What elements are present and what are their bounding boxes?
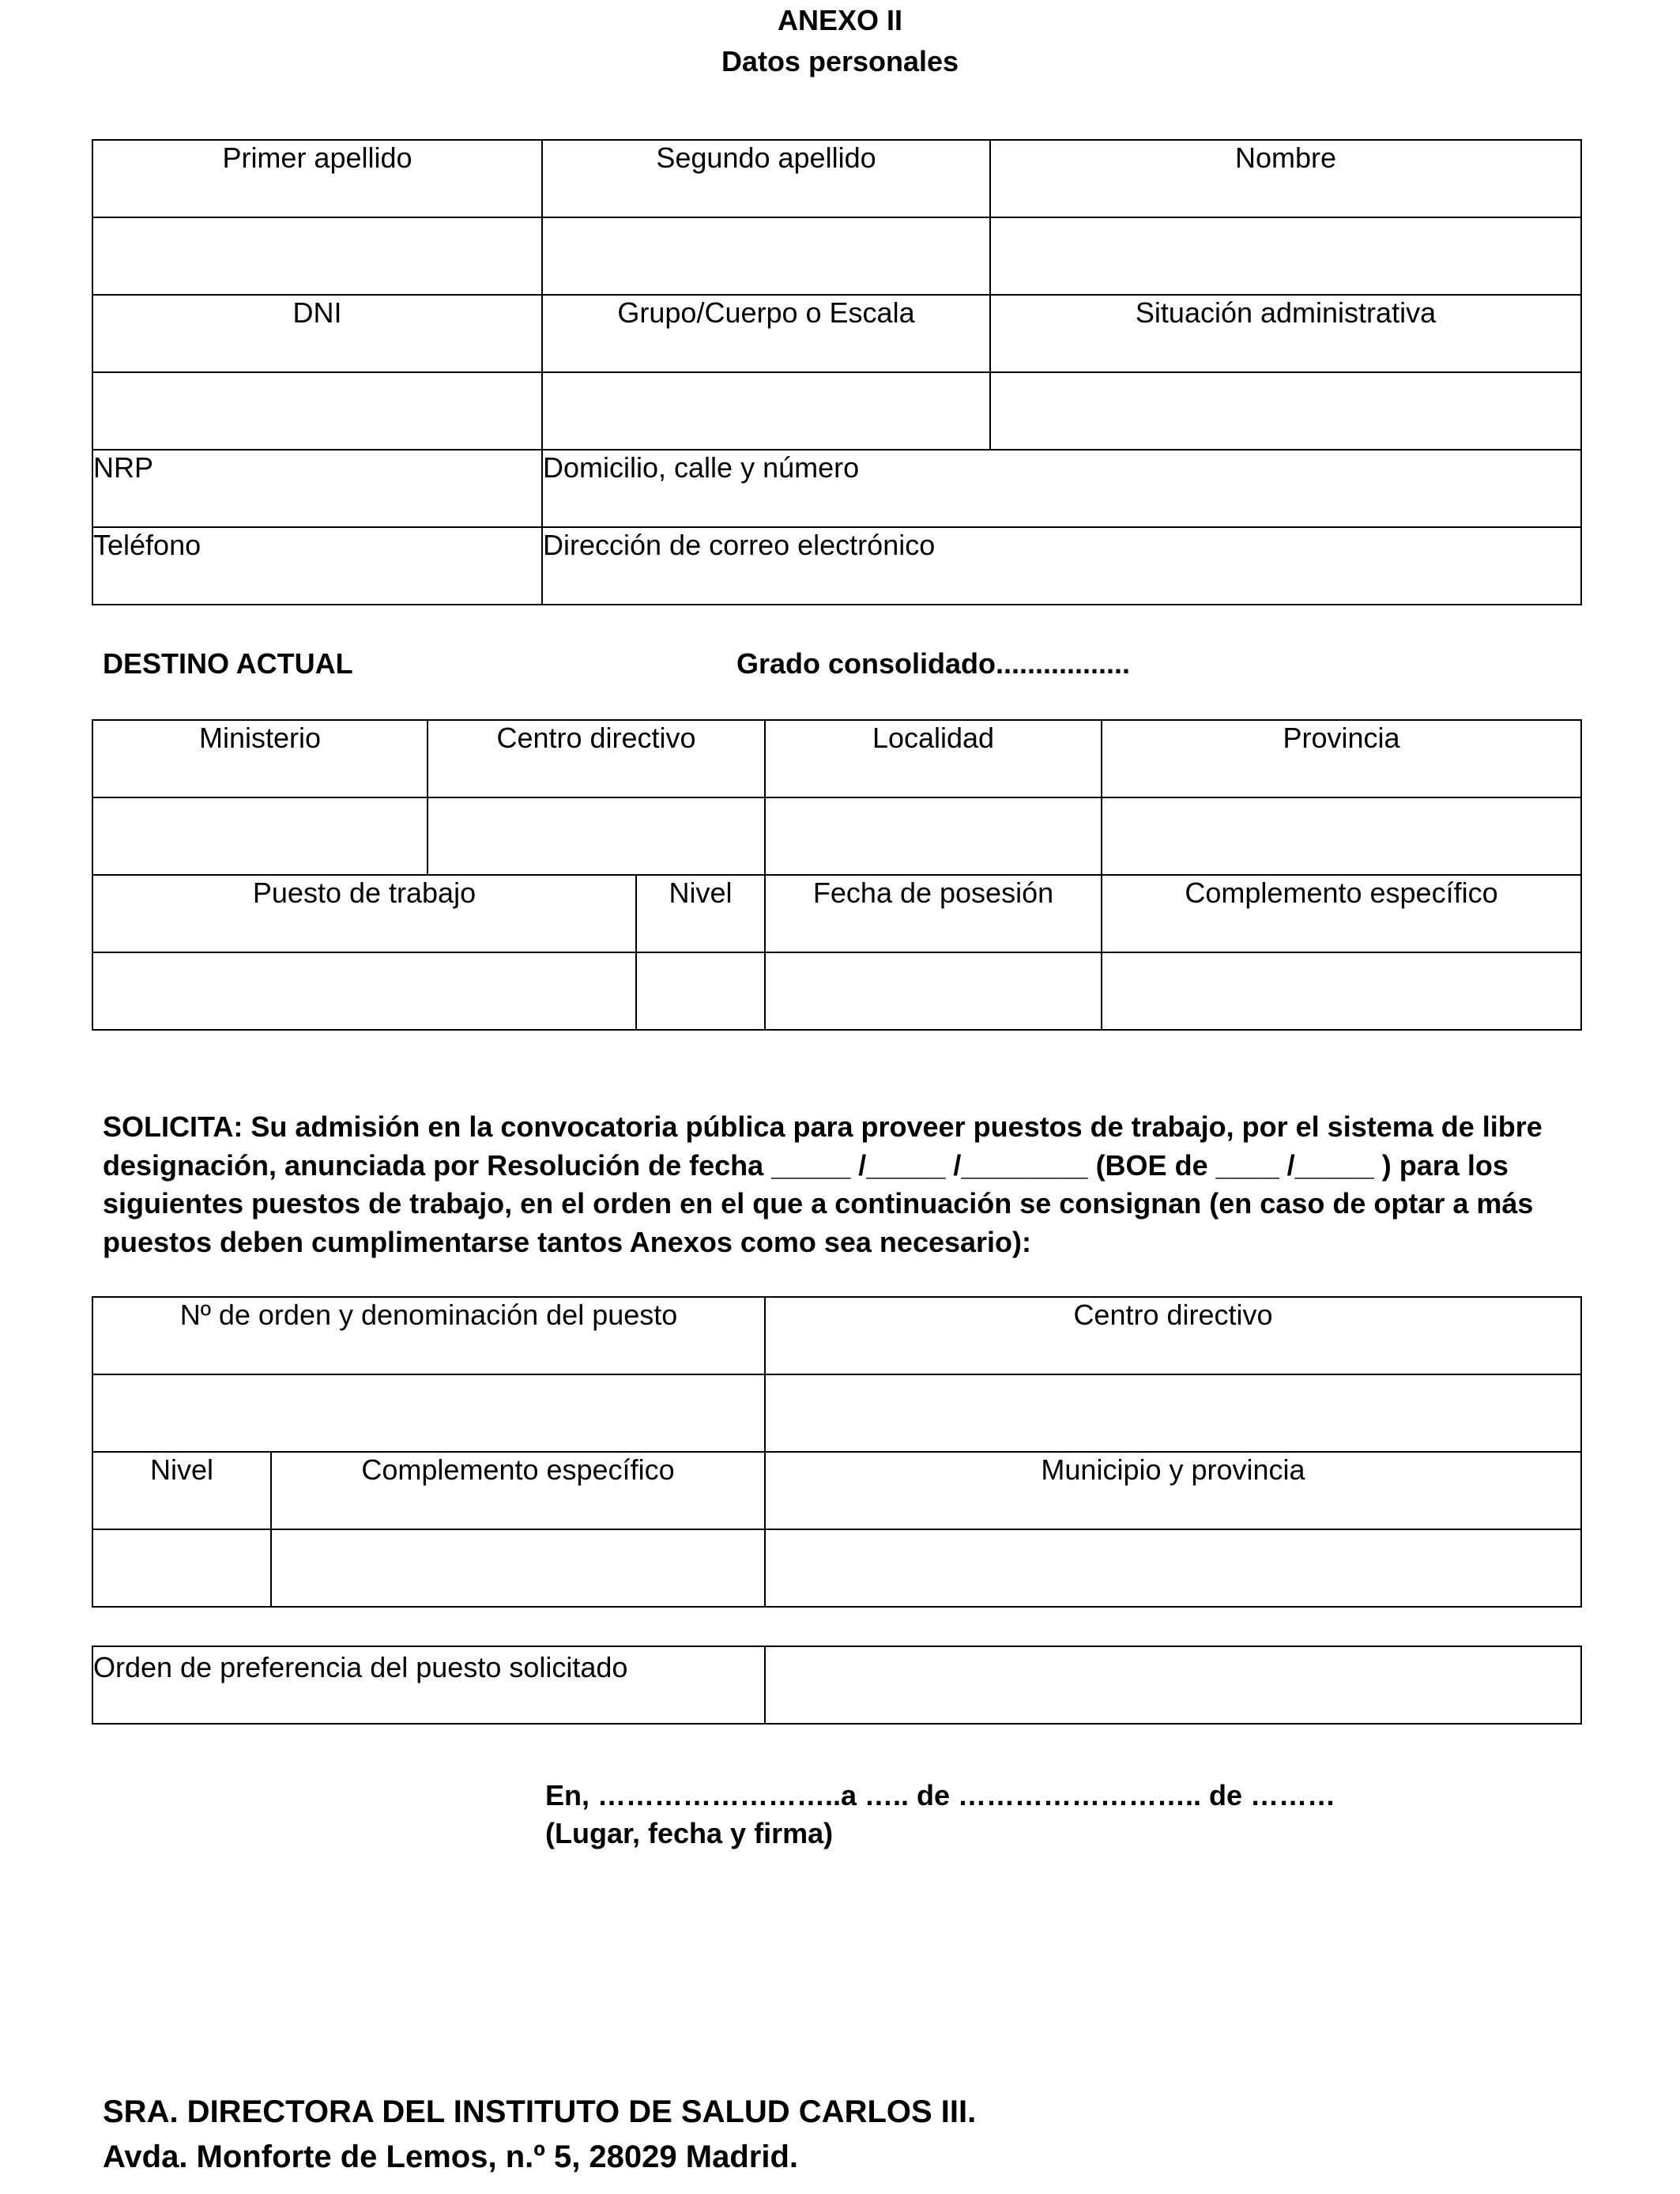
complemento-especifico-label: Complemento específico [1102, 875, 1581, 952]
nivel-puesto-field[interactable] [92, 1529, 271, 1607]
municipio-provincia-field[interactable] [765, 1529, 1581, 1607]
primer-apellido-label: Primer apellido [92, 140, 542, 217]
nivel-label: Nivel [636, 875, 765, 952]
segundo-apellido-label: Segundo apellido [542, 140, 990, 217]
email-field[interactable]: Dirección de correo electrónico [542, 527, 1581, 605]
nivel-puesto-label: Nivel [92, 1452, 271, 1529]
nivel-field[interactable] [636, 952, 765, 1030]
primer-apellido-field[interactable] [92, 217, 542, 295]
destino-table [92, 719, 1582, 1031]
signature-place-date: En, ……………………..a ….. de …………………….. de ……… [545, 1779, 1336, 1811]
preferencia-field[interactable] [765, 1646, 1581, 1724]
puesto-trabajo-field[interactable] [92, 952, 636, 1030]
segundo-apellido-field[interactable] [542, 217, 990, 295]
municipio-provincia-label: Municipio y provincia [765, 1452, 1581, 1529]
page-title: ANEXO II [777, 4, 903, 36]
situacion-administrativa-field[interactable] [990, 372, 1581, 450]
complemento-puesto-field[interactable] [271, 1529, 765, 1607]
situacion-administrativa-label: Situación administrativa [990, 295, 1581, 372]
centro-directivo-puesto-field[interactable] [765, 1374, 1581, 1452]
centro-directivo-field[interactable] [428, 797, 765, 875]
complemento-puesto-label: Complemento específico [271, 1452, 765, 1529]
signature-caption: (Lugar, fecha y firma) [545, 1817, 834, 1849]
grado-consolidado-label: Grado consolidado................. [736, 647, 1131, 680]
orden-denominacion-field[interactable] [92, 1374, 765, 1452]
nrp-field[interactable]: NRP [92, 450, 542, 527]
localidad-label: Localidad [765, 720, 1102, 797]
dni-field[interactable] [92, 372, 542, 450]
puestos-table [92, 1296, 1582, 1608]
provincia-field[interactable] [1102, 797, 1581, 875]
complemento-especifico-field[interactable] [1102, 952, 1581, 1030]
preferencia-table [92, 1646, 1582, 1725]
grupo-cuerpo-label: Grupo/Cuerpo o Escala [542, 295, 990, 372]
fecha-posesion-label: Fecha de posesión [765, 875, 1102, 952]
nombre-label: Nombre [990, 140, 1581, 217]
centro-directivo-puesto-label: Centro directivo [765, 1297, 1581, 1374]
grupo-cuerpo-field[interactable] [542, 372, 990, 450]
nombre-field[interactable] [990, 217, 1581, 295]
dni-label: DNI [92, 295, 542, 372]
telefono-field[interactable]: Teléfono [92, 527, 542, 605]
preferencia-label: Orden de preferencia del puesto solicitado [92, 1646, 765, 1724]
personal-data-table [92, 139, 1582, 605]
address: Avda. Monforte de Lemos, n.º 5, 28029 Madrid. [103, 2139, 798, 2174]
orden-denominacion-label: Nº de orden y denominación del puesto [92, 1297, 765, 1374]
ministerio-label: Ministerio [92, 720, 428, 797]
destino-actual-label: DESTINO ACTUAL [103, 647, 353, 680]
solicita-paragraph: SOLICITA: Su admisión en la convocatoria pública para proveer puestos de trabajo, por el sistema de libre designación, anunciada por Resolución de fecha _____ /_____ /________ (BOE de ____ /_____ ) para los siguientes puestos de trabajo, en el orden en el que a continuación se consignan (en caso de optar a más puestos deben cumplimentarse tantos Anexos como sea necesario): [103, 1110, 1543, 1258]
puesto-trabajo-label: Puesto de trabajo [92, 875, 636, 952]
domicilio-field[interactable]: Domicilio, calle y número [542, 450, 1581, 527]
centro-directivo-label: Centro directivo [428, 720, 765, 797]
localidad-field[interactable] [765, 797, 1102, 875]
fecha-posesion-field[interactable] [765, 952, 1102, 1030]
addressee: SRA. DIRECTORA DEL INSTITUTO DE SALUD CARLOS III. [103, 2094, 977, 2129]
provincia-label: Provincia [1102, 720, 1581, 797]
page-subtitle: Datos personales [721, 45, 959, 77]
ministerio-field[interactable] [92, 797, 428, 875]
